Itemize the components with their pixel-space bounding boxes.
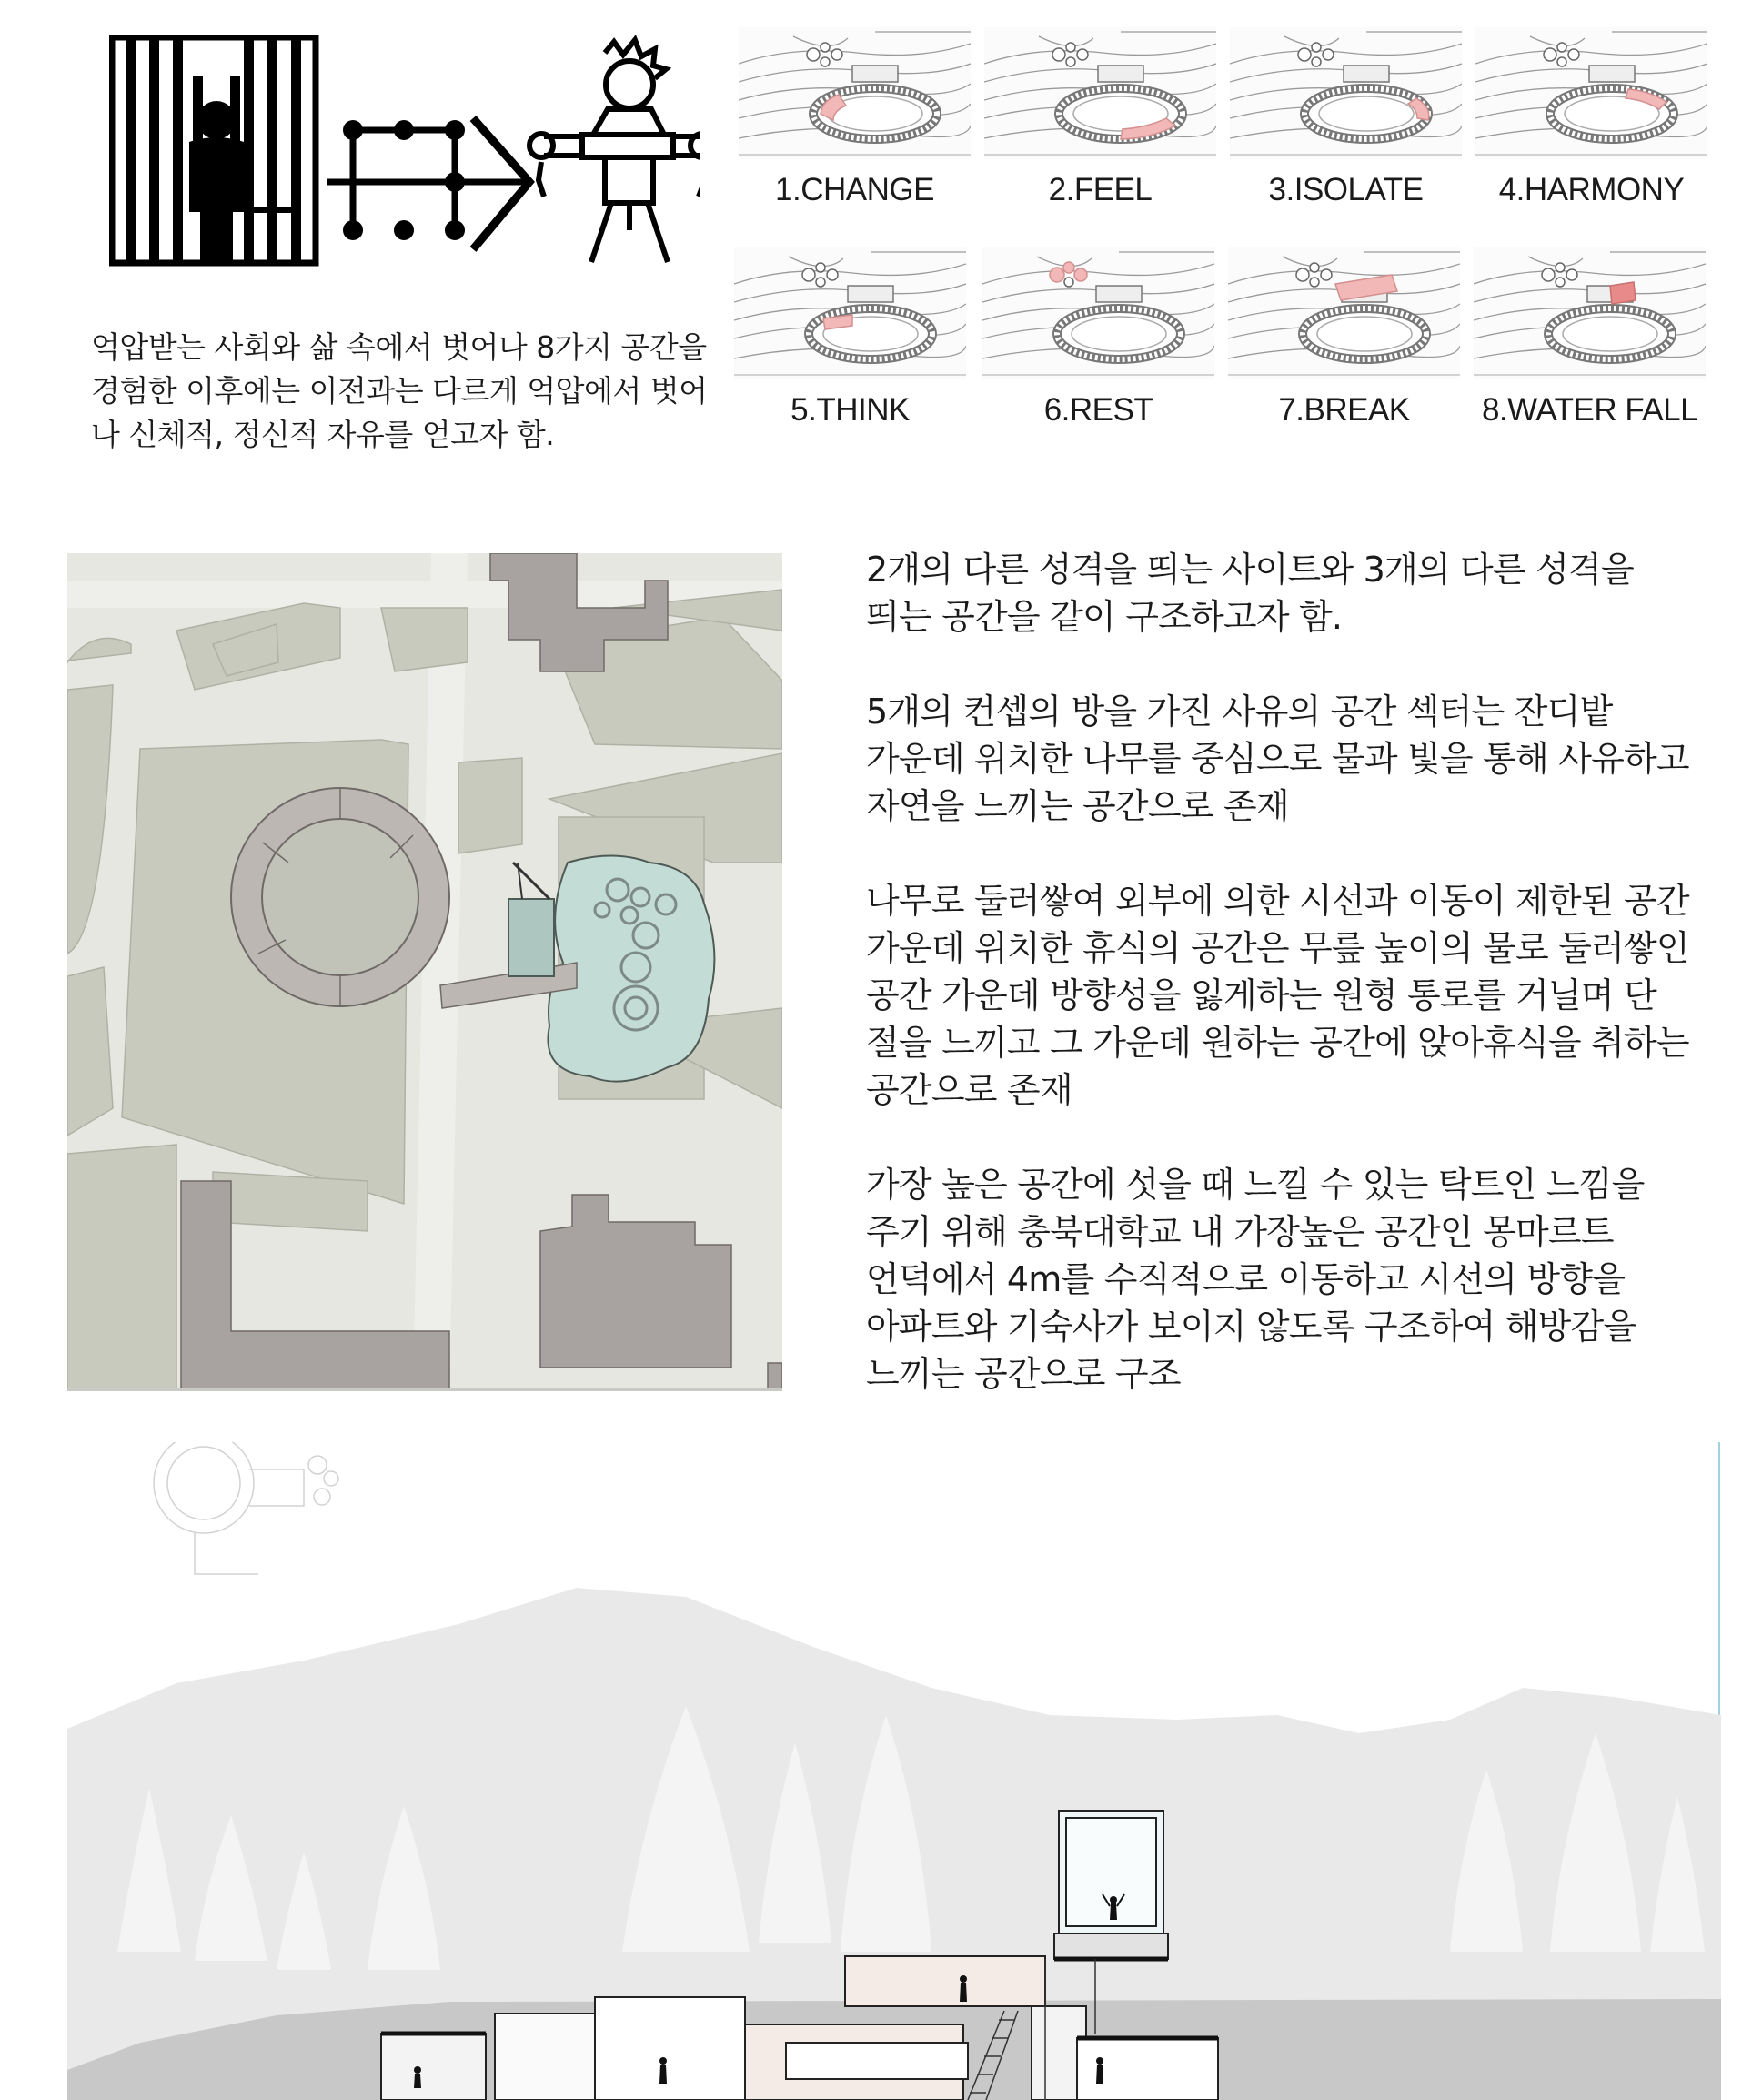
space-card (1475, 27, 1707, 208)
design-description (866, 546, 1721, 1445)
space-card (734, 247, 966, 429)
space-diagram (1228, 247, 1460, 379)
prisoner-behind-bars-icon (112, 37, 316, 263)
space-card (982, 247, 1214, 429)
description-paragraph: 2개의 다른 성격을 띄는 사이트와 3개의 다른 성격을 띄는 공간을 같이 구조하고자 함. (866, 550, 1634, 637)
space-label: 2.FEEL (1048, 172, 1153, 207)
space-card (1474, 247, 1706, 429)
space-label: 4.HARMONY (1498, 172, 1685, 207)
building-section-drawing (67, 1442, 1721, 2100)
description-paragraph: 가장 높은 공간에 섯을 때 느낄 수 있는 탁트인 느낌을 주기 위해 충북대학교 내 가장높은 공간인 몽마르트 언덕에서 4m를 수직적으로 이동하고 시선의 방향을 아파트와 기숙사가 보이지 않도록 구조하여 해방감을 느끼는 공간으로 구조 (866, 1165, 1645, 1394)
space-diagram (1230, 27, 1462, 159)
space-label: 3.ISOLATE (1268, 172, 1424, 207)
space-diagram (739, 27, 971, 159)
description-paragraph: 나무로 둘러쌓여 외부에 의한 시선과 이동이 제한된 공간 가운데 위치한 휴식의 공간은 무릎 높이의 물로 둘러쌓인 공간 가운데 방향성을 잃게하는 원형 통로를 거닐며 단 절을 느끼고 그 가운데 원하는 공간에 앉아휴식을 취하는 공간으로 존재 (866, 881, 1689, 1110)
space-diagram (1474, 247, 1706, 379)
space-card (1228, 247, 1460, 429)
space-diagram (984, 27, 1216, 159)
space-card (739, 27, 971, 208)
space-diagram (982, 247, 1214, 379)
space-diagram (1475, 27, 1707, 159)
concept-icons (109, 35, 700, 269)
space-label: 5.THINK (790, 392, 910, 428)
transformation-arrow-icon (327, 118, 529, 249)
description-paragraph: 5개의 컨셉의 방을 가진 사유의 공간 섹터는 잔디밭 가운데 위치한 나무를 중심으로 물과 빛을 통해 사유하고 자연을 느끼는 공간으로 존재 (866, 692, 1689, 826)
intro-paragraph: 억압받는 사회와 삶 속에서 벗어나 8가지 공간을 경험한 이후에는 이전과는 다르게 억압에서 벗어 나 신체적, 정신적 자유를 얻고자 함. (91, 329, 708, 452)
space-label: 6.REST (1043, 392, 1153, 428)
space-card (984, 27, 1216, 208)
freed-person-broken-chains-icon (529, 40, 700, 262)
space-label: 8.WATER FALL (1481, 392, 1698, 428)
site-plan-map (67, 553, 782, 1391)
space-card (1230, 27, 1462, 208)
space-label: 1.CHANGE (775, 172, 934, 207)
space-label: 7.BREAK (1278, 392, 1410, 428)
space-diagram (734, 247, 966, 379)
